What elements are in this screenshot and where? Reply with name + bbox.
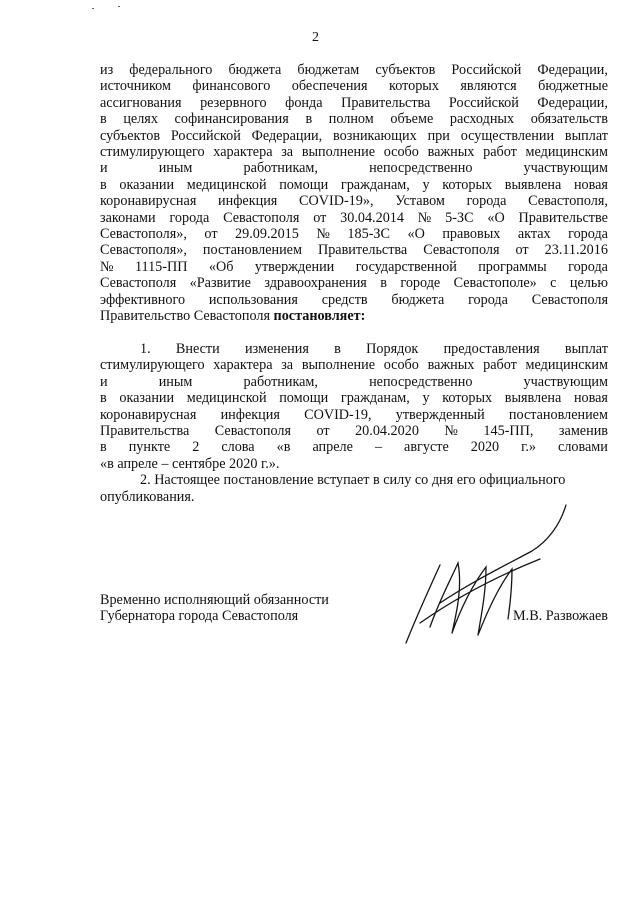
preamble-closing-line xyxy=(100,308,608,324)
text-line: № 1115-ПП «Об утверждении государственной программы города xyxy=(100,258,608,275)
item-1-last-line: «в апреле – сентябре 2020 г.». xyxy=(100,455,280,472)
text-line: 1. Внести изменения в Порядок предоставления выплат xyxy=(140,341,608,357)
text-line: стимулирующего характера за выполнение особо важных работ медицинским xyxy=(100,357,608,374)
text-line: коронавирусная инфекция COVID-19», Уставом города Севастополя, xyxy=(100,193,608,210)
signatory-name: М.В. Развожаев xyxy=(513,608,608,625)
text-line: законами города Севастополя от 30.04.2014 № 5-ЗС «О Правительстве xyxy=(100,209,608,226)
text-line: в пункте 2 слова «в апреле – августе 2020 г.» словами xyxy=(100,439,608,456)
text-line: ассигнования резервного фонда Правительства Российской Федерации, xyxy=(100,94,608,111)
text-line: субъектов Российской Федерации, возникающих при осуществлении выплат xyxy=(100,127,608,144)
page-number: 2 xyxy=(312,30,319,45)
handwritten-signature xyxy=(400,495,570,655)
text-line: в оказании медицинской помощи гражданам, у которых выявлена новая xyxy=(100,390,608,407)
resolve-word: постановляет: xyxy=(273,308,366,325)
preamble-paragraph xyxy=(100,62,608,308)
text-line: коронавирусная инфекция COVID-19, утвержденный постановлением xyxy=(100,406,608,423)
signature-block xyxy=(100,592,608,625)
scan-dot xyxy=(118,6,120,7)
text-line: и иным работникам, непосредственно участвующим xyxy=(100,160,608,177)
signatory-position-line1: Временно исполняющий обязанности xyxy=(100,592,329,608)
preamble-last-line: Правительство Севастополя xyxy=(100,308,270,325)
text-line: источником финансового обеспечения которых являются бюджетные xyxy=(100,78,608,95)
item-2-first-line: 2. Настоящее постановление вступает в силу со дня его официального xyxy=(140,472,566,489)
text-line: в оказании медицинской помощи гражданам, у которых выявлена новая xyxy=(100,176,608,193)
scan-dot xyxy=(92,8,94,9)
text-line: и иным работникам, непосредственно участвующим xyxy=(100,373,608,390)
text-line: эффективного использования средств бюджета города Севастополя xyxy=(100,291,608,308)
signatory-position-line2: Губернатора города Севастополя xyxy=(100,608,299,625)
text-line: стимулирующего характера за выполнение особо важных работ медицинским xyxy=(100,144,608,161)
text-line: Севастополя», постановлением Правительства Севастополя от 23.11.2016 xyxy=(100,242,608,259)
text-line: в целях софинансирования в полном объеме расходных обязательств xyxy=(100,111,608,128)
text-line: Севастополя «Развитие здравоохранения в городе Севастополе» с целью xyxy=(100,275,608,292)
text-line: Правительства Севастополя от 20.04.2020 № 145-ПП, заменив xyxy=(100,423,608,440)
text-line: Севастополя», от 29.09.2015 № 185-ЗС «О правовых актах города xyxy=(100,226,608,243)
text-line: из федерального бюджета бюджетам субъектов Российской Федерации, xyxy=(100,62,608,78)
item-1-paragraph xyxy=(100,341,608,456)
document-body xyxy=(100,62,608,505)
item-2-last-line: опубликования. xyxy=(100,488,195,505)
